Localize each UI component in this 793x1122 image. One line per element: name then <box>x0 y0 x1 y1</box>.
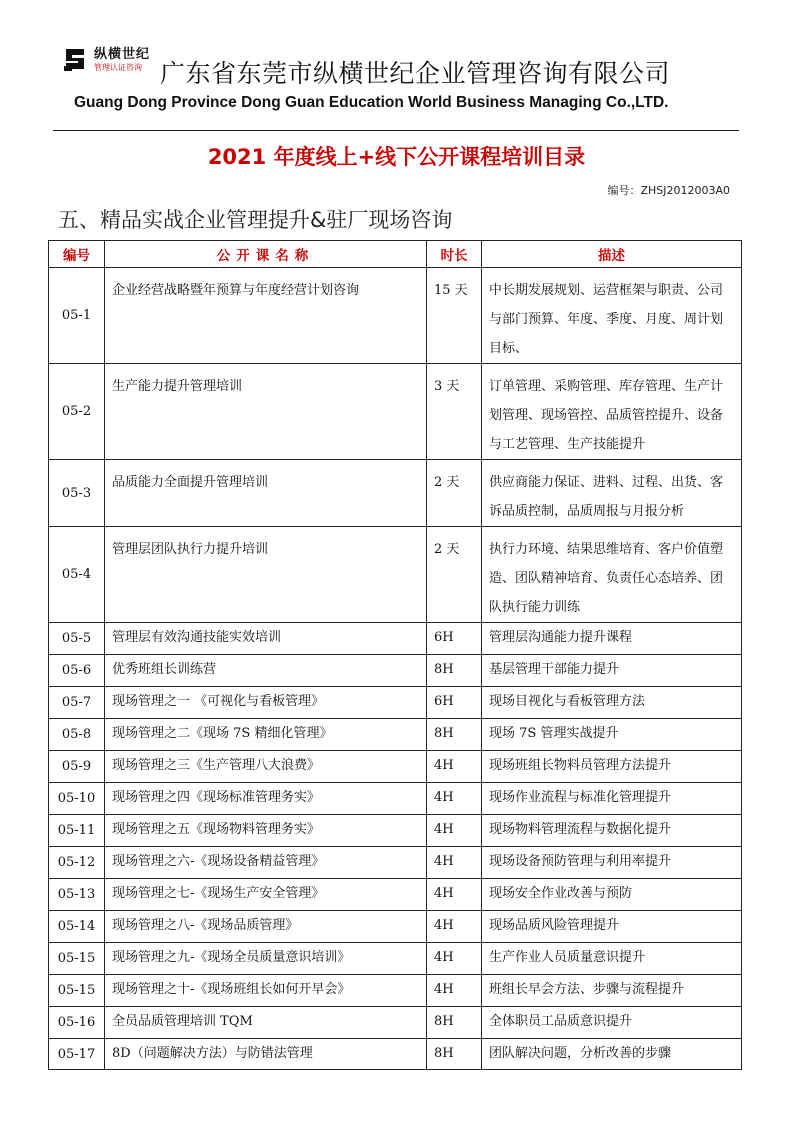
course-description-cell <box>482 268 742 364</box>
course-name: 现场管理之四《现场标准管理务实》 <box>112 790 321 805</box>
header-code: 编号 <box>49 241 105 268</box>
table-row <box>49 719 742 751</box>
course-name-cell <box>105 847 427 879</box>
course-description: 现场物料管理流程与数据化提升 <box>489 822 672 837</box>
course-description: 管理层沟通能力提升课程 <box>489 630 633 645</box>
course-duration: 4H <box>434 790 454 805</box>
course-name-cell <box>105 364 427 460</box>
course-duration-cell <box>427 527 482 623</box>
course-description-cell <box>482 911 742 943</box>
course-duration-cell <box>427 623 482 655</box>
course-description: 现场 7S 管理实战提升 <box>489 726 619 741</box>
course-description: 现场安全作业改善与预防 <box>489 886 633 901</box>
document-title: 2021 年度线上+线下公开课程培训目录 <box>207 145 586 169</box>
course-code: 05-8 <box>61 727 92 742</box>
course-description-cell <box>482 751 742 783</box>
course-description: 现场设备预防管理与利用率提升 <box>489 854 672 869</box>
course-description: 班组长早会方法、步骤与流程提升 <box>489 982 685 997</box>
course-name-cell <box>105 751 427 783</box>
table-row <box>49 911 742 943</box>
course-duration-cell <box>427 943 482 975</box>
course-duration: 4H <box>434 854 454 869</box>
course-duration: 15 天 <box>434 283 468 298</box>
course-code: 05-6 <box>61 663 92 678</box>
course-name: 管理层有效沟通技能实效培训 <box>112 630 282 645</box>
document-code: 编号：ZHSJ2012003A0 <box>607 184 730 197</box>
course-duration-cell <box>427 655 482 687</box>
course-catalog-table <box>48 240 742 1070</box>
course-name-cell <box>105 527 427 623</box>
course-code: 05-7 <box>61 695 92 710</box>
table-row <box>49 815 742 847</box>
course-code-cell <box>49 751 105 783</box>
table-row <box>49 783 742 815</box>
course-duration: 4H <box>434 950 454 965</box>
course-name: 现场管理之六-《现场设备精益管理》 <box>112 854 325 869</box>
header-divider <box>53 130 739 131</box>
course-code-cell <box>49 268 105 364</box>
course-description: 基层管理干部能力提升 <box>489 662 620 677</box>
table-row <box>49 1007 742 1039</box>
course-duration-cell <box>427 815 482 847</box>
table-row <box>49 1039 742 1070</box>
course-name: 品质能力全面提升管理培训 <box>112 475 269 490</box>
course-duration-cell <box>427 460 482 527</box>
course-description: 中长期发展规划、运营框架与职责、公司与部门预算、年度、季度、月度、周计划目标、 <box>489 283 724 356</box>
course-duration: 8H <box>434 1014 454 1029</box>
course-code: 05-15 <box>57 951 96 966</box>
course-description-cell <box>482 364 742 460</box>
course-name-cell <box>105 943 427 975</box>
course-duration-cell <box>427 911 482 943</box>
header-course-name: 公开课名称 <box>105 241 427 268</box>
course-name: 8D（问题解决方法）与防错法管理 <box>112 1046 313 1061</box>
course-duration-cell <box>427 687 482 719</box>
course-name-cell <box>105 719 427 751</box>
course-code: 05-9 <box>61 759 92 774</box>
course-description-cell <box>482 655 742 687</box>
course-code: 05-17 <box>57 1046 96 1062</box>
course-name: 现场管理之三《生产管理八大浪费》 <box>112 758 321 773</box>
course-code: 05-1 <box>61 308 92 323</box>
course-name: 现场管理之九-《现场全员质量意识培训》 <box>112 950 351 965</box>
course-code: 05-11 <box>57 823 96 838</box>
course-code-cell <box>49 687 105 719</box>
course-name-cell <box>105 1039 427 1070</box>
course-name-cell <box>105 879 427 911</box>
course-name-cell <box>105 623 427 655</box>
table-row <box>49 460 742 527</box>
course-description: 全体职员工品质意识提升 <box>489 1014 633 1029</box>
course-duration-cell <box>427 719 482 751</box>
course-description-cell <box>482 527 742 623</box>
course-duration-cell <box>427 751 482 783</box>
course-duration: 4H <box>434 822 454 837</box>
table-header-row <box>49 241 742 268</box>
course-description: 现场班组长物料员管理方法提升 <box>489 758 672 773</box>
course-name: 全员品质管理培训 TQM <box>112 1014 253 1029</box>
course-duration: 6H <box>434 694 454 709</box>
table-row <box>49 527 742 623</box>
course-description: 现场品质风险管理提升 <box>489 918 620 933</box>
course-name: 现场管理之一 《可视化与看板管理》 <box>112 694 325 709</box>
course-duration: 6H <box>434 630 454 645</box>
course-code-cell <box>49 623 105 655</box>
course-duration-cell <box>427 879 482 911</box>
table-row <box>49 847 742 879</box>
course-name-cell <box>105 975 427 1007</box>
course-duration-cell <box>427 1007 482 1039</box>
course-code-cell <box>49 975 105 1007</box>
course-code: 05-13 <box>57 887 96 902</box>
course-description-cell <box>482 460 742 527</box>
course-code-cell <box>49 879 105 911</box>
course-code-cell <box>49 1007 105 1039</box>
course-code: 05-3 <box>61 485 92 501</box>
course-duration: 2 天 <box>434 542 460 557</box>
course-duration-cell <box>427 364 482 460</box>
company-name-chinese: 广东省东莞市纵横世纪企业管理咨询有限公司 <box>160 59 671 88</box>
logo-brand-text: 纵横世纪 <box>94 47 151 62</box>
course-duration: 2 天 <box>434 475 460 490</box>
course-code-cell <box>49 943 105 975</box>
course-name-cell <box>105 687 427 719</box>
course-description-cell <box>482 975 742 1007</box>
course-description: 执行力环境、结果思维培育、客户价值塑造、团队精神培育、负责任心态培养、团队执行能力训练 <box>489 542 724 615</box>
logo-tagline: 管理认证咨询 <box>94 63 142 72</box>
course-duration: 8H <box>434 726 454 741</box>
header-duration: 时长 <box>427 241 482 268</box>
course-name-cell <box>105 911 427 943</box>
course-description-cell <box>482 1007 742 1039</box>
table-row <box>49 268 742 364</box>
course-duration: 4H <box>434 982 454 997</box>
course-code: 05-10 <box>57 791 96 806</box>
course-name: 优秀班组长训练营 <box>112 662 217 677</box>
course-name: 现场管理之十-《现场班组长如何开早会》 <box>112 982 351 997</box>
section-heading: 五、精品实战企业管理提升&驻厂现场咨询 <box>58 208 453 232</box>
course-code: 05-2 <box>61 404 92 419</box>
course-description-cell <box>482 847 742 879</box>
course-name-cell <box>105 268 427 364</box>
course-duration: 3 天 <box>434 379 460 394</box>
course-name: 管理层团队执行力提升培训 <box>112 542 269 557</box>
course-duration: 8H <box>434 662 454 677</box>
course-code: 05-15 <box>57 983 96 998</box>
course-code-cell <box>49 783 105 815</box>
course-code: 05-5 <box>61 631 92 646</box>
course-description-cell <box>482 815 742 847</box>
course-name: 生产能力提升管理培训 <box>112 379 243 394</box>
course-name: 企业经营战略暨年预算与年度经营计划咨询 <box>112 283 360 298</box>
course-description-cell <box>482 879 742 911</box>
course-name: 现场管理之五《现场物料管理务实》 <box>112 822 321 837</box>
course-duration: 8H <box>434 1046 454 1061</box>
course-name-cell <box>105 655 427 687</box>
course-code-cell <box>49 815 105 847</box>
table-row <box>49 623 742 655</box>
table-row <box>49 655 742 687</box>
course-code-cell <box>49 1039 105 1070</box>
course-description-cell <box>482 1039 742 1070</box>
table-row <box>49 751 742 783</box>
course-name: 现场管理之八-《现场品质管理》 <box>112 918 299 933</box>
table-row <box>49 975 742 1007</box>
course-description: 订单管理、采购管理、库存管理、生产计划管理、现场管控、品质管控提升、设备与工艺管理、生产技能提升 <box>489 379 724 452</box>
course-description-cell <box>482 623 742 655</box>
course-code-cell <box>49 911 105 943</box>
course-code-cell <box>49 847 105 879</box>
course-duration: 4H <box>434 758 454 773</box>
course-duration: 4H <box>434 886 454 901</box>
course-name: 现场管理之二《现场 7S 精细化管理》 <box>112 726 333 741</box>
course-code: 05-4 <box>61 567 92 582</box>
course-description: 供应商能力保证、进料、过程、出货、客诉品质控制，品质周报与月报分析 <box>489 475 724 519</box>
course-description-cell <box>482 687 742 719</box>
course-duration-cell <box>427 783 482 815</box>
course-duration-cell <box>427 975 482 1007</box>
course-code: 05-16 <box>57 1015 96 1030</box>
course-name-cell <box>105 815 427 847</box>
course-name-cell <box>105 1007 427 1039</box>
header-description: 描述 <box>482 241 742 268</box>
course-duration: 4H <box>434 918 454 933</box>
course-description: 现场目视化与看板管理方法 <box>489 694 646 709</box>
course-duration-cell <box>427 847 482 879</box>
course-code: 05-12 <box>57 855 96 870</box>
course-description-cell <box>482 783 742 815</box>
course-description: 生产作业人员质量意识提升 <box>489 950 646 965</box>
course-duration-cell <box>427 1039 482 1070</box>
course-code-cell <box>49 655 105 687</box>
course-code: 05-14 <box>57 919 96 934</box>
course-description-cell <box>482 719 742 751</box>
company-name-english: Guang Dong Province Dong Guan Education World Business Managing Co.,LTD. <box>74 94 669 111</box>
course-name-cell <box>105 460 427 527</box>
table-row <box>49 943 742 975</box>
course-code-cell <box>49 364 105 460</box>
course-description: 团队解决问题，分析改善的步骤 <box>489 1046 672 1061</box>
course-name: 现场管理之七-《现场生产安全管理》 <box>112 886 325 901</box>
company-logo-icon <box>62 46 88 72</box>
course-description-cell <box>482 943 742 975</box>
course-description: 现场作业流程与标准化管理提升 <box>489 790 672 805</box>
course-code-cell <box>49 460 105 527</box>
course-name-cell <box>105 783 427 815</box>
table-row <box>49 879 742 911</box>
table-row <box>49 364 742 460</box>
table-row <box>49 687 742 719</box>
course-code-cell <box>49 719 105 751</box>
course-code-cell <box>49 527 105 623</box>
course-duration-cell <box>427 268 482 364</box>
